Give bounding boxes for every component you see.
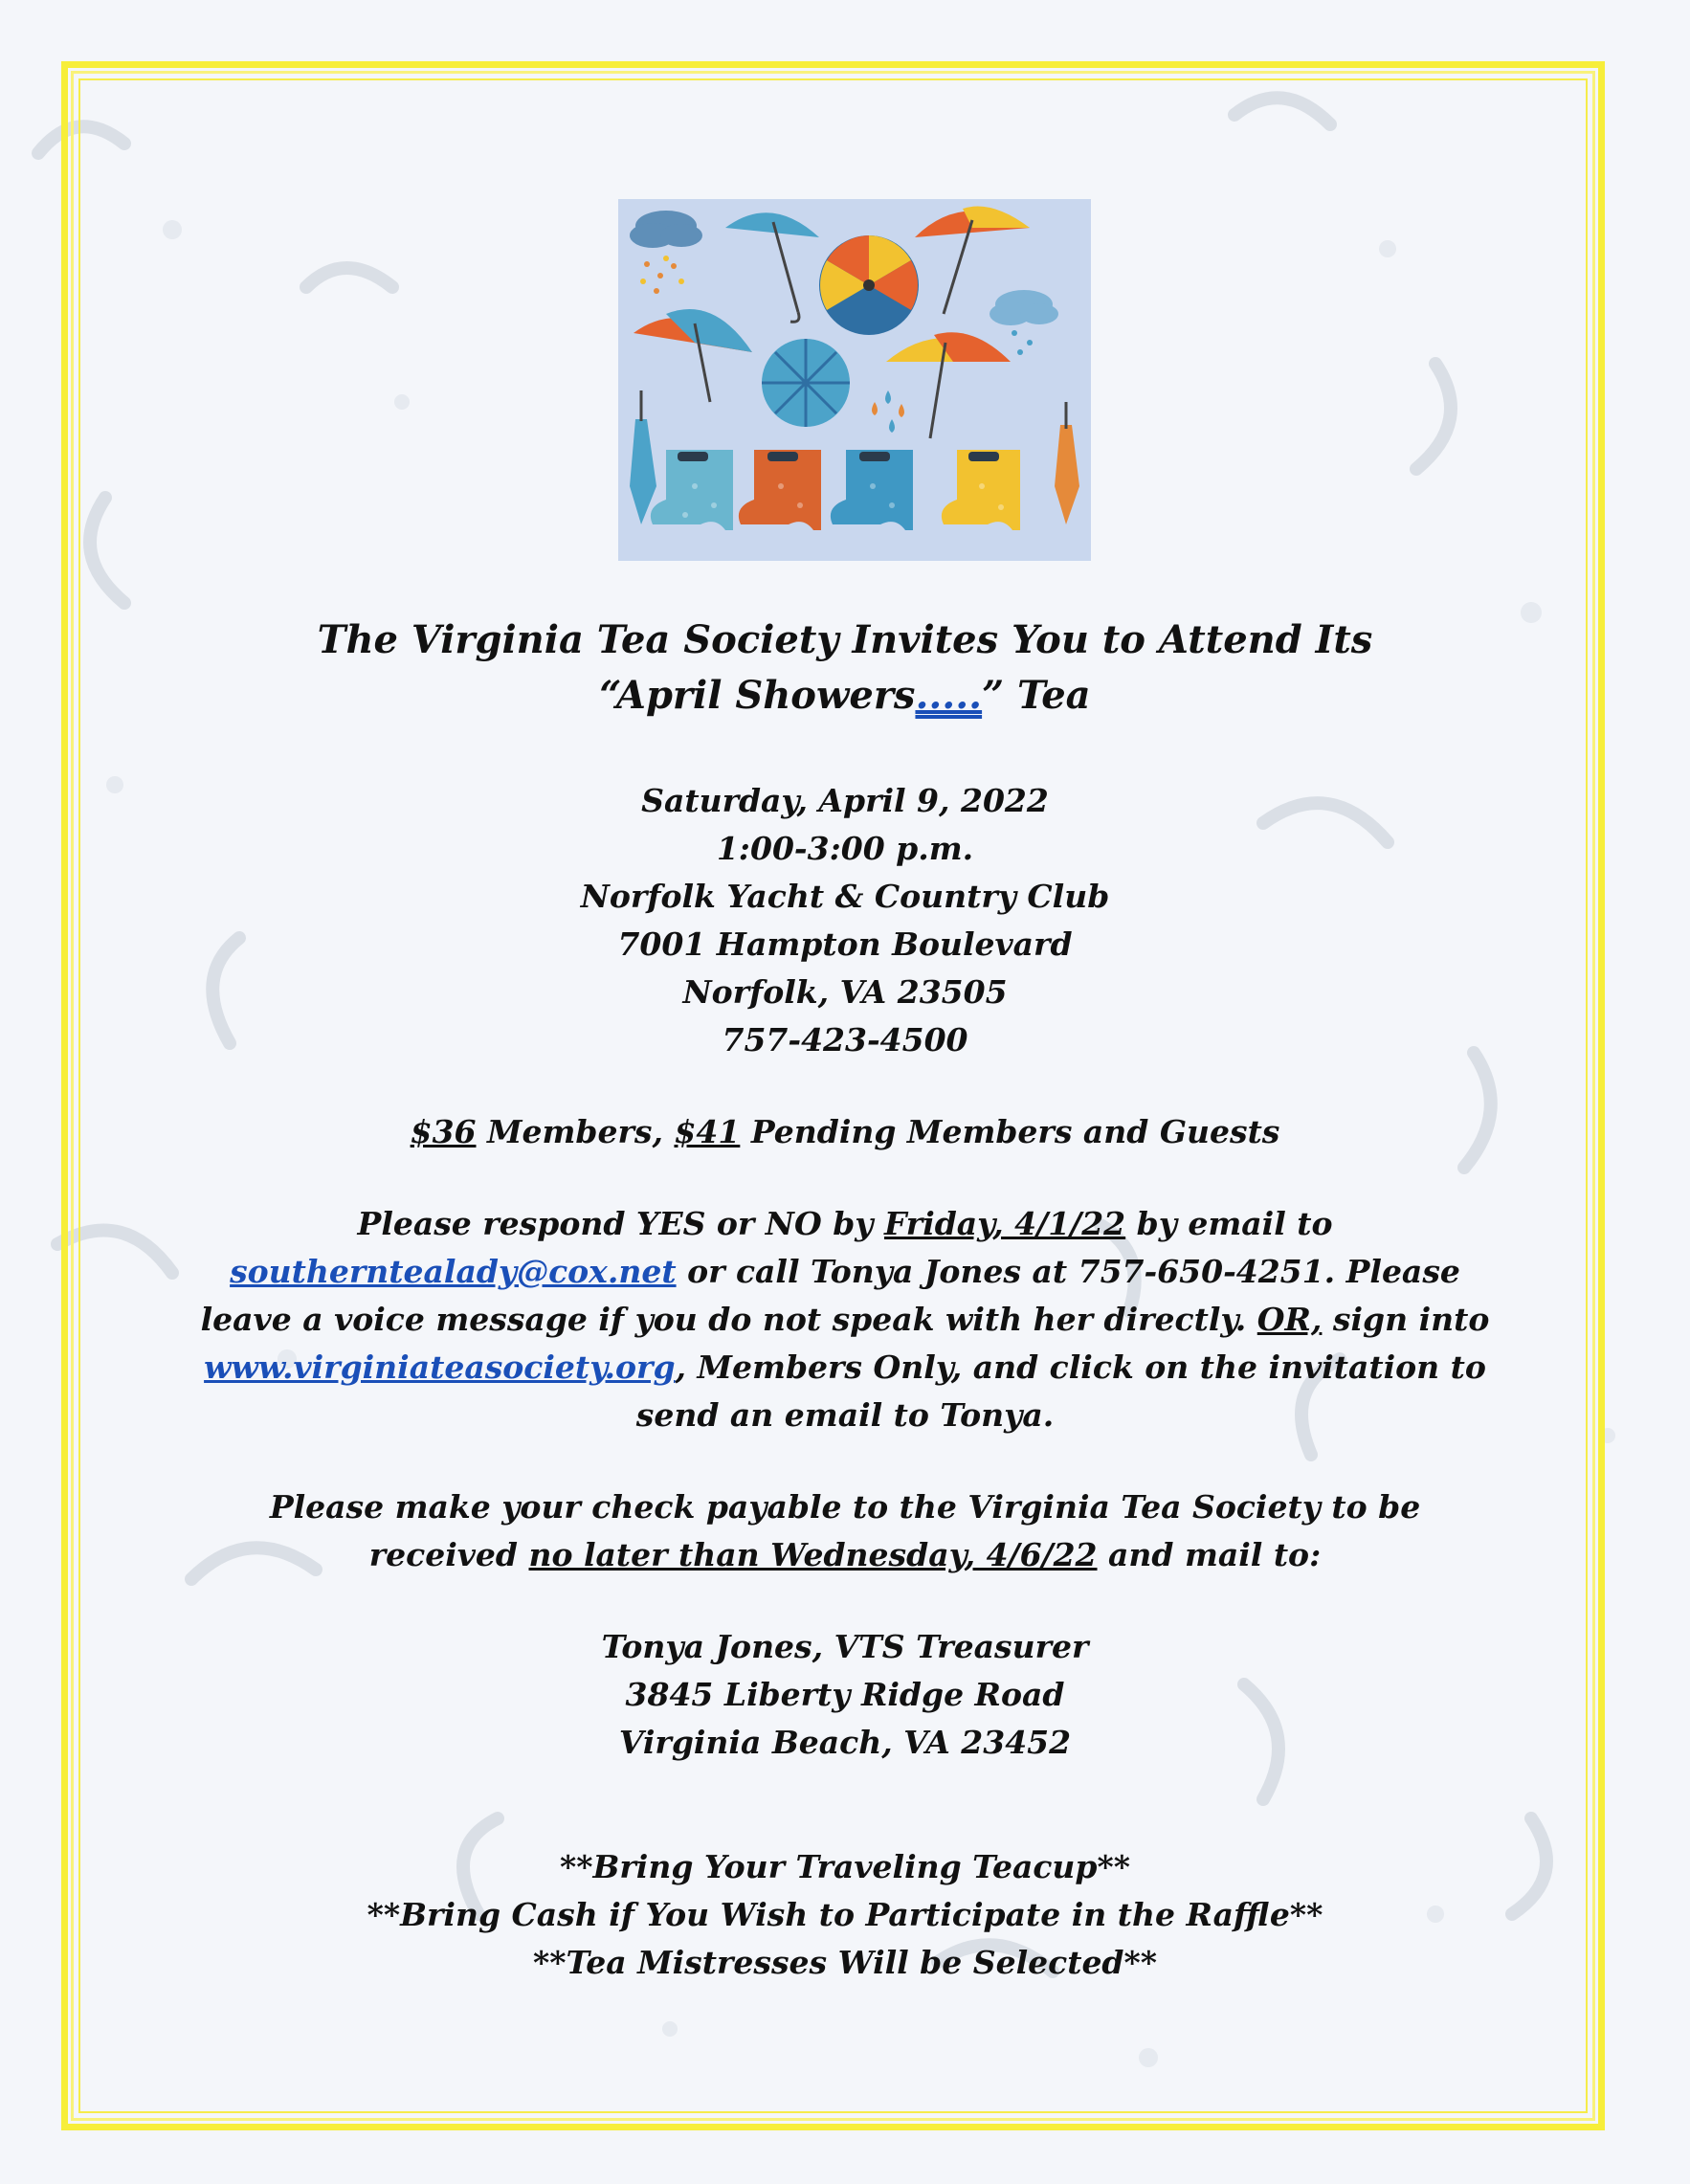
pending-price: $41: [674, 1113, 741, 1150]
note-tea-mistresses: **Tea Mistresses Will be Selected**: [532, 1944, 1158, 1981]
rsvp-email-link[interactable]: southerntealady@cox.net: [230, 1253, 677, 1290]
rsvp-deadline: Friday, 4/1/22: [883, 1205, 1126, 1242]
member-price: $36: [410, 1113, 477, 1150]
invitation-content: [153, 613, 1537, 1987]
mailing-city: Virginia Beach, VA 23452: [618, 1724, 1072, 1761]
heading-close: ” Tea: [982, 673, 1091, 718]
member-text: Members,: [476, 1113, 675, 1150]
rsvp-text-4: sign into: [1322, 1301, 1490, 1338]
heading-line-1: The Virginia Tea Society Invites You to Attend Its: [317, 617, 1373, 662]
event-details: [153, 777, 1537, 1064]
event-time: 1:00-3:00 p.m.: [716, 830, 974, 867]
umbrellas-and-boots-illustration: [618, 199, 1091, 561]
rsvp-text-1: Please respond YES or NO by: [357, 1205, 884, 1242]
invitation-heading: [153, 613, 1537, 724]
pricing: [153, 1108, 1537, 1156]
payment-text-2: and mail to:: [1097, 1536, 1322, 1573]
rsvp-text-2: by email to: [1125, 1205, 1333, 1242]
pending-text: Pending Members and Guests: [740, 1113, 1280, 1150]
mailing-street: 3845 Liberty Ridge Road: [625, 1676, 1065, 1713]
mailing-name: Tonya Jones, VTS Treasurer: [601, 1628, 1089, 1665]
website-link[interactable]: www.virginiateasociety.org: [204, 1348, 676, 1386]
event-city: Norfolk, VA 23505: [682, 973, 1008, 1011]
rsvp-text-5: , Members Only, and click on the invitation to send an email to Tonya.: [635, 1348, 1486, 1434]
event-phone: 757-423-4500: [722, 1021, 968, 1059]
rsvp-instructions: [153, 1200, 1537, 1439]
event-street: 7001 Hampton Boulevard: [617, 925, 1073, 963]
event-date: Saturday, April 9, 2022: [641, 782, 1049, 819]
payment-instructions: [153, 1483, 1537, 1579]
mailing-address: [153, 1623, 1537, 1767]
payment-text-1: Please make your check payable to the Virginia Tea Society to be received: [269, 1488, 1421, 1573]
note-teacup: **Bring Your Traveling Teacup**: [560, 1848, 1130, 1885]
notes: [153, 1843, 1537, 1987]
note-raffle: **Bring Cash if You Wish to Participate in the Raffle**: [367, 1896, 1323, 1933]
rsvp-or: OR,: [1256, 1301, 1323, 1338]
heading-line-2: [153, 668, 1537, 724]
rsvp-text-3: or call Tonya Jones at 757-650-4251. Please leave a voice message if you do not speak with her directly.: [200, 1253, 1460, 1338]
event-venue: Norfolk Yacht & Country Club: [580, 878, 1110, 915]
payment-deadline: no later than Wednesday, 4/6/22: [528, 1536, 1098, 1573]
heading-open: “April Showers: [599, 673, 916, 718]
heading-dots: .....: [915, 673, 983, 718]
